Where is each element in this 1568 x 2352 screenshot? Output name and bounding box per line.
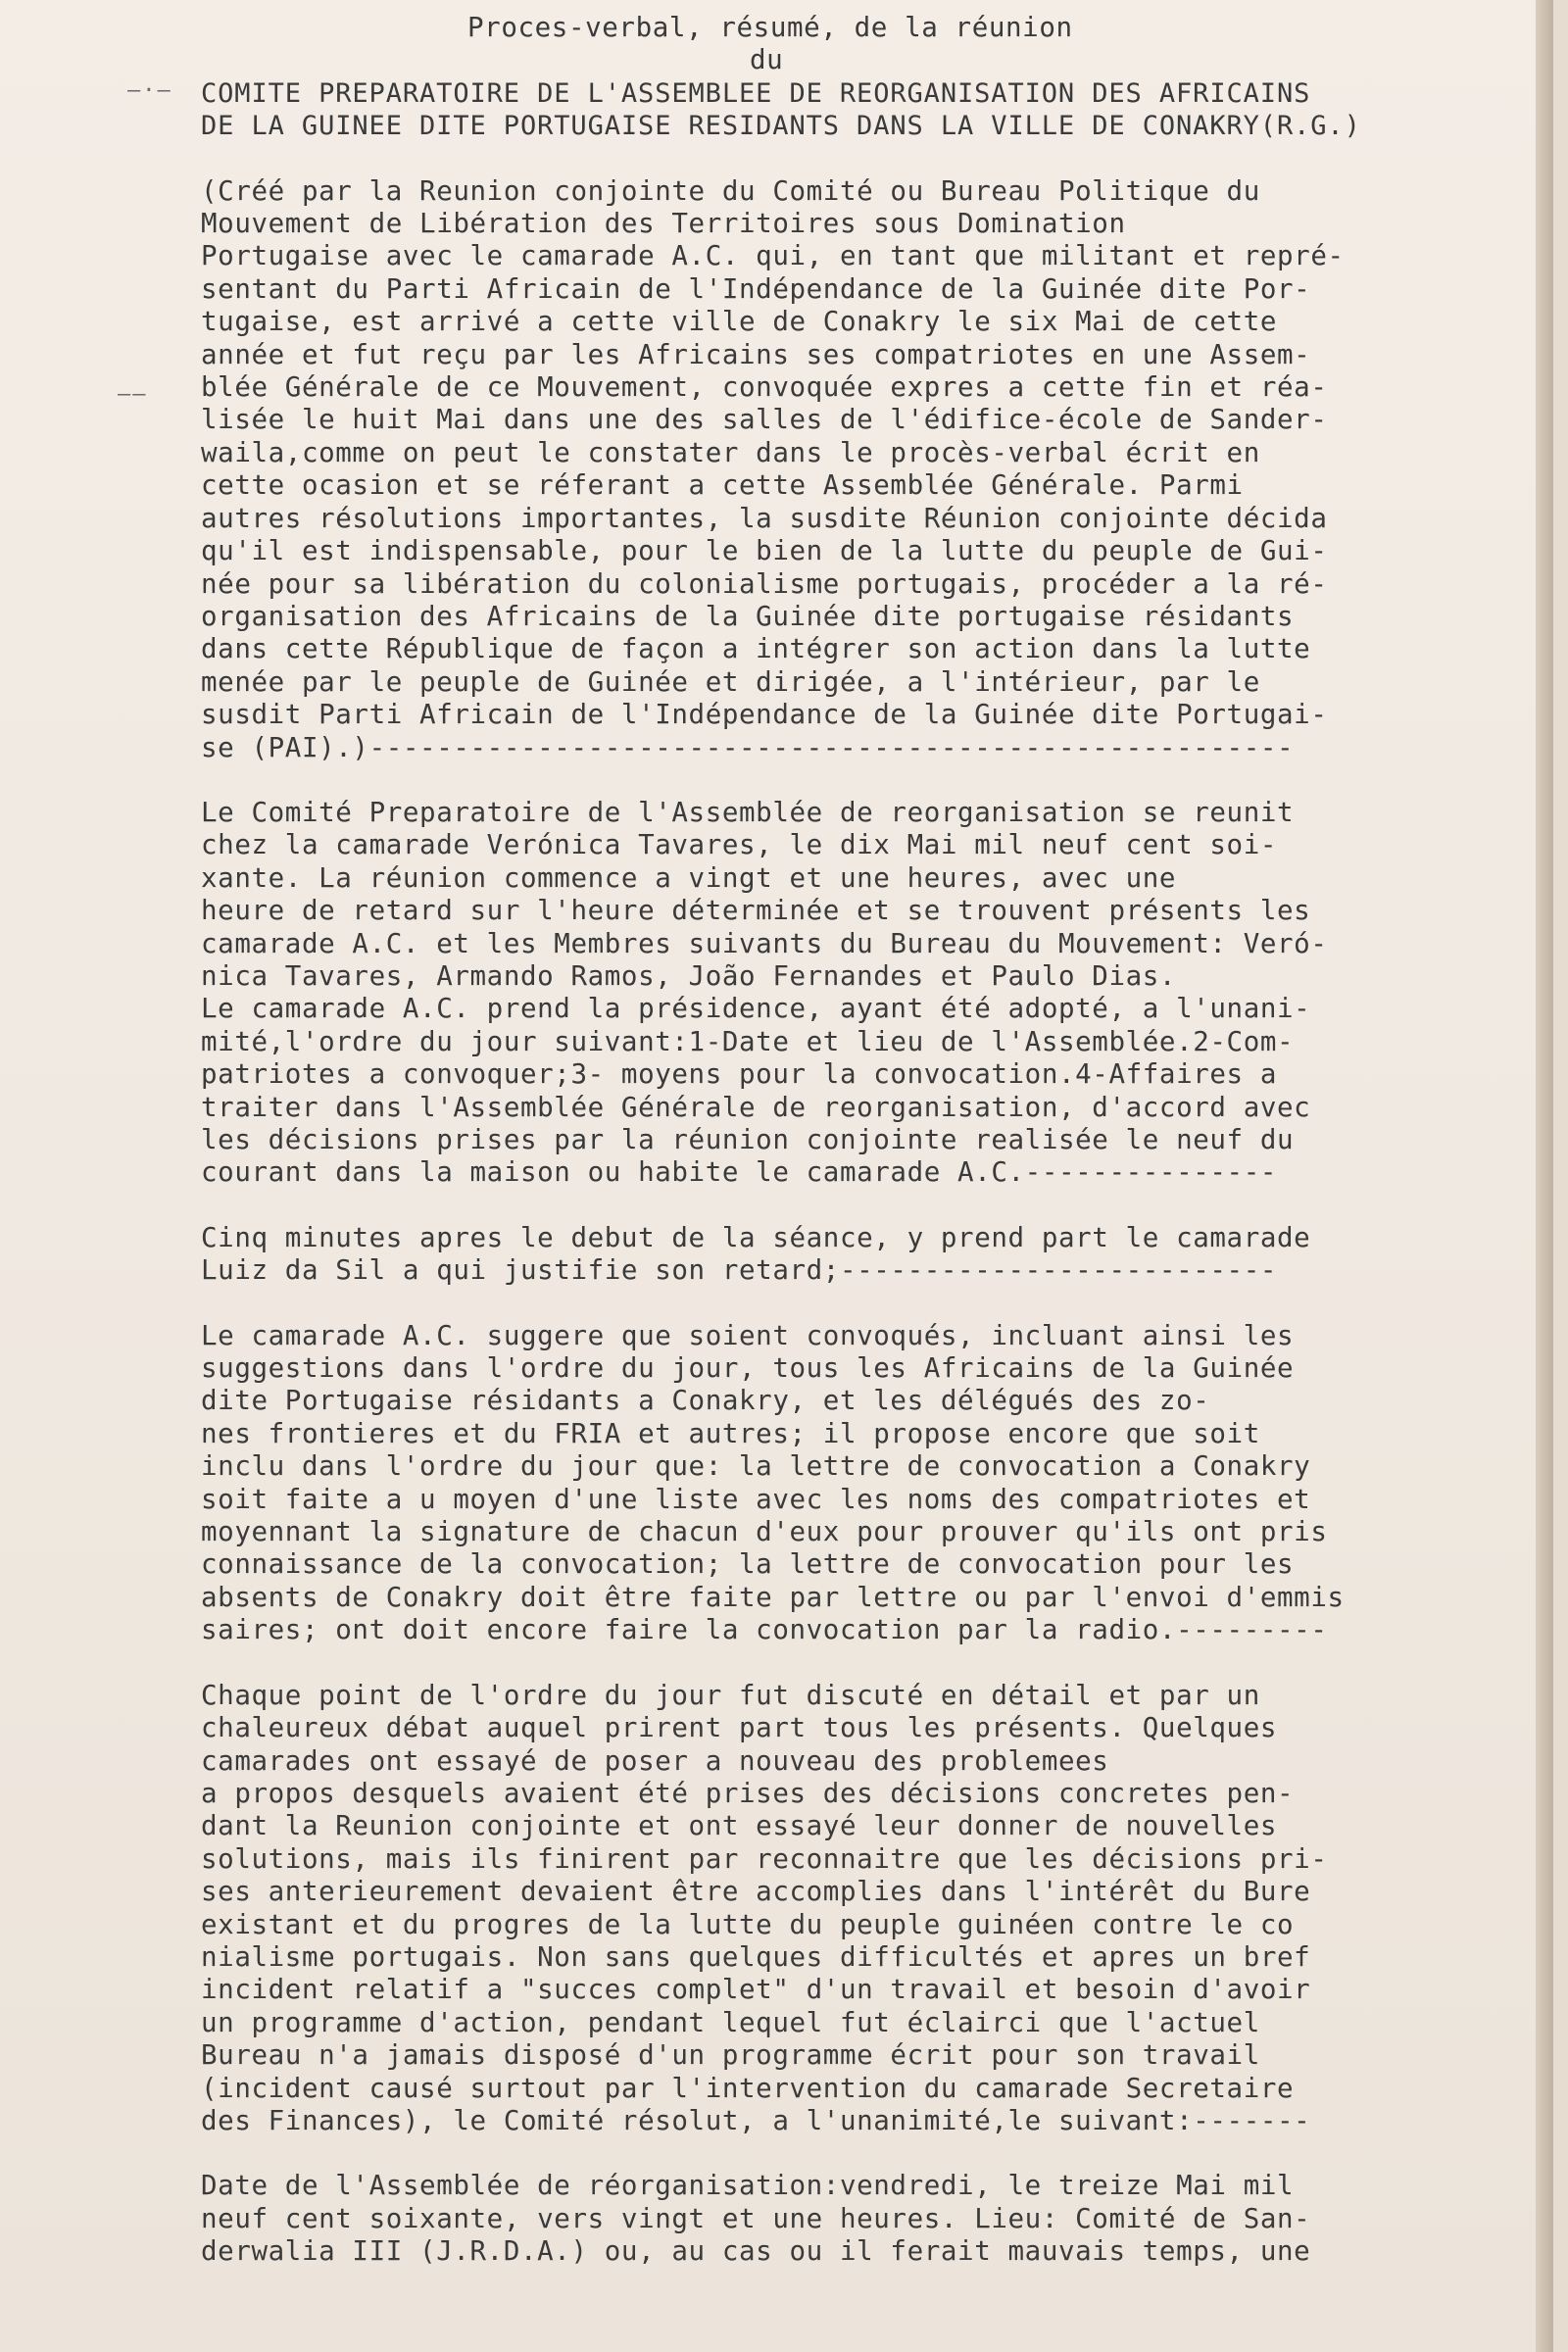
text-line: Le camarade A.C. prend la présidence, ayant été adopté, a l'unani- <box>201 993 1311 1025</box>
header-title: Proces-verbal, résumé, de la réunion <box>467 12 1073 43</box>
text-line: xante. La réunion commence a vingt et une heures, avec une <box>201 861 1177 894</box>
paragraph <box>201 1320 1529 1647</box>
text-line: chaleureux débat auquel prirent part tous les présents. Quelques <box>201 1712 1278 1744</box>
text-line: menée par le peuple de Guinée et dirigée, a l'intérieur, par le <box>201 665 1260 698</box>
text-line: Date de l'Assemblée de réorganisation:vendredi, le treize Mai mil <box>201 2170 1295 2202</box>
text-line: dite Portugaise résidants a Conakry, et les délégués des zo- <box>201 1385 1210 1417</box>
paragraph <box>201 797 1529 1190</box>
text-line: Luiz da Sil a qui justifie son retard;-------------------------- <box>201 1254 1278 1287</box>
text-line: organisation des Africains de la Guinée dite portugaise résidants <box>201 600 1295 632</box>
text-line: patriotes a convoquer;3- moyens pour la convocation.4-Affaires a <box>201 1058 1278 1091</box>
text-line: nialisme portugais. Non sans quelques difficultés et apres un bref <box>201 1940 1311 1973</box>
paragraph <box>201 1222 1529 1288</box>
text-line: existant et du progres de la lutte du peuple guinéen contre le co <box>201 1908 1295 1940</box>
text-line: Bureau n'a jamais disposé d'un programme écrit pour son travail <box>201 2039 1260 2072</box>
text-line: saires; ont doit encore faire la convocation par la radio.--------- <box>201 1614 1328 1646</box>
text-line: lisée le huit Mai dans une des salles de l'édifice-école de Sander- <box>201 404 1328 436</box>
text-line: susdit Parti Africain de l'Indépendance de la Guinée dite Portugai- <box>201 699 1328 731</box>
text-line: camarades ont essayé de poser a nouveau des problemees <box>201 1744 1109 1777</box>
text-line: année et fut reçu par les Africains ses compatriotes en une Assem- <box>201 338 1311 370</box>
text-line: solutions, mais ils finirent par reconnaitre que les décisions pri- <box>201 1842 1328 1875</box>
text-line: ses anterieurement devaient être accomplies dans l'intérêt du Bure <box>201 1876 1311 1908</box>
text-line: qu'il est indispensable, pour le bien de la lutte du peuple de Gui- <box>201 535 1328 567</box>
text-line: Le Comité Preparatoire de l'Assemblée de reorganisation se reunit <box>201 796 1295 828</box>
text-line: traiter dans l'Assemblée Générale de reorganisation, d'accord avec <box>201 1091 1311 1123</box>
text-line: moyennant la signature de chacun d'eux pour prouver qu'ils ont pris <box>201 1516 1328 1548</box>
text-line: se (PAI).)------------------------------------------------------- <box>201 731 1295 763</box>
text-line: dans cette République de façon a intégrer son action dans la lutte <box>201 633 1311 665</box>
document-header <box>201 12 1529 143</box>
text-line: chez la camarade Verónica Tavares, le dix Mai mil neuf cent soi- <box>201 829 1278 861</box>
paragraph <box>201 175 1529 764</box>
text-line: absents de Conakry doit être faite par lettre ou par l'envoi d'emmis <box>201 1581 1345 1613</box>
text-line: derwalia III (J.R.D.A.) ou, au cas ou il ferait mauvais temps, une <box>201 2235 1311 2268</box>
text-line: Mouvement de Libération des Territoires sous Domination <box>201 208 1126 240</box>
text-line: Portugaise avec le camarade A.C. qui, en tant que militant et repré- <box>201 240 1345 272</box>
text-line: Le camarade A.C. suggere que soient convoqués, incluant ainsi les <box>201 1319 1295 1351</box>
text-line: Cinq minutes apres le debut de la séance, y prend part le camarade <box>201 1221 1311 1253</box>
typewritten-text <box>201 12 1529 2269</box>
text-line: a propos desquels avaient été prises des décisions concretes pen- <box>201 1777 1295 1809</box>
text-line: tugaise, est arrivé a cette ville de Conakry le six Mai de cette <box>201 306 1278 338</box>
text-line: waila,comme on peut le constater dans le procès-verbal écrit en <box>201 436 1260 468</box>
margin-mark: —·— <box>127 78 172 103</box>
paper-edge <box>1536 0 1553 2352</box>
text-line: blée Générale de ce Mouvement, convoquée expres a cette fin et réa- <box>201 371 1328 404</box>
text-line: sentant du Parti Africain de l'Indépendance de la Guinée dite Por- <box>201 272 1311 305</box>
text-line: autres résolutions importantes, la susdite Réunion conjointe décida <box>201 502 1328 534</box>
text-line: dant la Reunion conjointe et ont essayé leur donner de nouvelles <box>201 1810 1278 1842</box>
text-line: connaissance de la convocation; la lettre de convocation pour les <box>201 1548 1295 1581</box>
text-line: courant dans la maison ou habite le camarade A.C.--------------- <box>201 1156 1278 1189</box>
text-line: nica Tavares, Armando Ramos, João Fernandes et Paulo Dias. <box>201 959 1177 992</box>
text-line: les décisions prises par la réunion conjointe realisée le neuf du <box>201 1124 1295 1155</box>
text-line: (incident causé surtout par l'intervention du camarade Secretaire <box>201 2072 1295 2104</box>
text-line: (Créé par la Reunion conjointe du Comité ou Bureau Politique du <box>201 174 1260 207</box>
header-line-2: DE LA GUINEE DITE PORTUGAISE RESIDANTS DANS LA VILLE DE CONAKRY(R.G.) <box>201 111 1361 142</box>
text-line: incident relatif a "succes complet" d'un travail et besoin d'avoir <box>201 1974 1311 2006</box>
margin-mark: —— <box>118 382 148 407</box>
paragraph <box>201 1680 1529 2138</box>
text-line: mité,l'ordre du jour suivant:1-Date et lieu de l'Assemblée.2-Com- <box>201 1025 1295 1057</box>
text-line: née pour sa libération du colonialisme portugais, procéder a la ré- <box>201 567 1328 600</box>
text-line: un programme d'action, pendant lequel fut éclairci que l'actuel <box>201 2006 1260 2038</box>
header-line-1: COMITE PREPARATOIRE DE L'ASSEMBLEE DE REORGANISATION DES AFRICAINS <box>201 77 1311 109</box>
text-line: soit faite a u moyen d'une liste avec les noms des compatriotes et <box>201 1483 1311 1515</box>
text-line: suggestions dans l'ordre du jour, tous les Africains de la Guinée <box>201 1352 1295 1385</box>
text-line: neuf cent soixante, vers vingt et une heures. Lieu: Comité de San- <box>201 2202 1311 2234</box>
text-line: des Finances), le Comité résolut, a l'unanimité,le suivant:------- <box>201 2104 1311 2136</box>
text-line: cette ocasion et se réferant a cette Assemblée Générale. Parmi <box>201 469 1244 502</box>
text-line: nes frontieres et du FRIA et autres; il propose encore que soit <box>201 1417 1260 1449</box>
header-du: du <box>750 44 784 76</box>
text-line: Chaque point de l'ordre du jour fut discuté en détail et par un <box>201 1679 1260 1711</box>
text-line: inclu dans l'ordre du jour que: la lettre de convocation a Conakry <box>201 1450 1311 1483</box>
document-body <box>201 175 1529 2269</box>
text-line: camarade A.C. et les Membres suivants du Bureau du Mouvement: Veró- <box>201 927 1328 959</box>
paragraph <box>201 2170 1529 2268</box>
text-line: heure de retard sur l'heure déterminée et se trouvent présents les <box>201 895 1311 927</box>
